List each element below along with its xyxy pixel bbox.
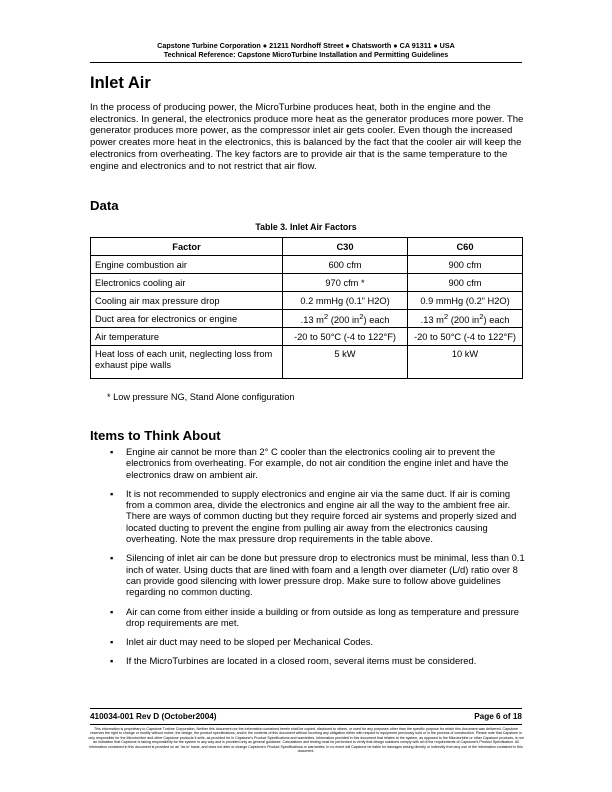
items-heading: Items to Think About: [90, 428, 221, 443]
list-item-text: If the MicroTurbines are located in a closed room, several items must be considered.: [126, 655, 477, 667]
list-item-text: Air can come from either inside a building or from outside as long as temperature and pressure drop requirements are met.: [126, 605, 519, 628]
list-item-text: Engine air cannot be more than 2° C cooler than the electronics cooling air to prevent the electronics from overheating. For example, do not air condition the engine inlet and have the electronics draw on ambient air.: [126, 446, 509, 480]
c30-cell: 0.2 mmHg (0.1” H2O): [283, 292, 408, 310]
bullet-icon: ▪: [110, 552, 114, 564]
c30-cell: -20 to 50°C (-4 to 122°F): [283, 328, 408, 346]
c30-duct-text-a: .13 m: [300, 315, 324, 326]
table-caption: Table 3. Inlet Air Factors: [255, 222, 357, 232]
table-row: [91, 274, 523, 292]
legal-disclaimer: This information is proprietary to Capstone Turbine Corporation. Neither this document nor the information contained herein shall be copied, disclosed to others, or used for any purposes other than the specific purpose for which this document was delivered. Capstone reserves the right to change or modify without notice, the design, the product specifications, and/or the contents of this document without incurring any obligation either with respect to equipment previously sold or in the process of construction. Please note that Capstone is only responsible for the Microturbine and other Capstone products it sells, as provided for in Capstone's Product Specifications and warranties. Information provided in this document that relates to the system, as opposed to the Microturbine or other Capstone products, is not an indication that Capstone is taking responsibility for the system in any way and is provided only as general guidance. Calculations and testing must be performed to verify that design solutions comply with all of the requirements of Capstone's Product Specification. All information contained in this document is provided on an "as is" basis, and does not alter or change Capstone's Product Specifications or warranties. In no event will Capstone be liable for damages arising directly or indirectly from any use of the information contained in this document.: [88, 727, 524, 754]
factor-cell: Heat loss of each unit, neglecting loss from exhaust pipe walls: [91, 346, 283, 379]
column-header-c30: C30: [283, 238, 408, 256]
c30-cell: 600 cfm: [283, 256, 408, 274]
table-row: [91, 310, 523, 328]
table-row: [91, 292, 523, 310]
footer-page-number: Page 6 of 18: [474, 712, 522, 721]
list-item: [90, 636, 530, 647]
table-row: [91, 328, 523, 346]
bullet-icon: ▪: [110, 605, 114, 617]
c30-duct-sup-2: 2: [359, 311, 364, 321]
factor-cell: Duct area for electronics or engine: [91, 310, 283, 328]
table-row: [91, 256, 523, 274]
c60-duct-text-c: ) each: [483, 315, 510, 326]
c60-duct-text-b: (200 in: [448, 315, 480, 326]
legal-divider: [90, 724, 522, 725]
list-item: [90, 552, 530, 597]
header-company-line: Capstone Turbine Corporation ● 21211 Nordhoff Street ● Chatsworth ● CA 91311 ● USA: [157, 41, 455, 50]
list-item: [90, 488, 530, 544]
c30-duct-text-b: (200 in: [328, 315, 360, 326]
list-item-text: It is not recommended to supply electronics and engine air via the same duct. If air is coming from a common area, divide the electronics and engine air all the way to the ambient free air. There are ways of common ducting but they require forced air systems and properly sized and located ducting to prevent the engine from pulling air away from the electronics causing overheating. Note the max pressure drop requirements in the table above.: [126, 487, 517, 545]
list-item-text: Inlet air duct may need to be sloped per Mechanical Codes.: [126, 636, 374, 648]
inlet-air-factors-table: [90, 237, 523, 379]
c60-cell: 0.9 mmHg (0.2” H2O): [408, 292, 523, 310]
bullet-icon: ▪: [110, 487, 114, 499]
list-item: [90, 446, 530, 480]
c60-cell: 10 kW: [408, 346, 523, 379]
intro-paragraph: In the process of producing power, the MicroTurbine produces heat, both in the engine and the electronics. In general, the electronics produce more heat as the generator produces more power. The generator produces more power, as the compressor inlet air gets cooler. Even though the increased power creates more heat in the electronics, this is balanced by the fact that the cooler air will keep the electronics from overheating. The key factors are to provide air that is the same temperature to the engine and electronics and to not restrict that air flow.: [90, 102, 524, 172]
factor-cell: Air temperature: [91, 328, 283, 346]
column-header-c60: C60: [408, 238, 523, 256]
bullet-icon: ▪: [110, 446, 114, 457]
c60-duct-sup-1: 2: [443, 311, 449, 321]
bullet-icon: ▪: [110, 655, 114, 667]
list-item-text: Silencing of inlet air can be done but pressure drop to electronics must be minimal, less than 0.1 inch of water. Using ducts that are lined with foam and a length over diameter (L/d) ratio over 8 can provide good silencing with lower pressure drop. Make sure to follow above guidelines regarding no common ducting.: [126, 552, 525, 598]
c30-duct-sup-1: 2: [323, 311, 329, 321]
table-row: [91, 346, 523, 379]
c60-duct-sup-2: 2: [479, 311, 484, 321]
factor-cell: Electronics cooling air: [91, 274, 283, 292]
c30-cell: 5 kW: [283, 346, 408, 379]
column-header-factor: Factor: [91, 238, 283, 256]
c60-cell: -20 to 50°C (-4 to 122°F): [408, 328, 523, 346]
header-divider: [90, 62, 522, 63]
c30-cell: [283, 310, 408, 328]
c30-cell: 970 cfm *: [283, 274, 408, 292]
data-heading: Data: [90, 198, 119, 213]
bullet-icon: ▪: [110, 636, 114, 648]
list-item: [90, 655, 530, 666]
factor-cell: Engine combustion air: [91, 256, 283, 274]
section-title: Inlet Air: [90, 74, 151, 92]
c60-duct-text-a: .13 m: [420, 315, 444, 326]
c60-cell: 900 cfm: [408, 274, 523, 292]
c60-cell: [408, 310, 523, 328]
list-item: [90, 606, 530, 629]
table-header-row: [91, 238, 523, 256]
factor-cell: Cooling air max pressure drop: [91, 292, 283, 310]
c30-duct-text-c: ) each: [363, 315, 390, 326]
table-footnote: * Low pressure NG, Stand Alone configuration: [107, 392, 295, 402]
items-list: [90, 446, 530, 675]
c60-cell: 900 cfm: [408, 256, 523, 274]
footer-document-id: 410034-001 Rev D (October2004): [90, 712, 217, 721]
header-reference-line: Technical Reference: Capstone MicroTurbine Installation and Permitting Guidelines: [163, 50, 449, 59]
footer-divider: [90, 708, 522, 709]
